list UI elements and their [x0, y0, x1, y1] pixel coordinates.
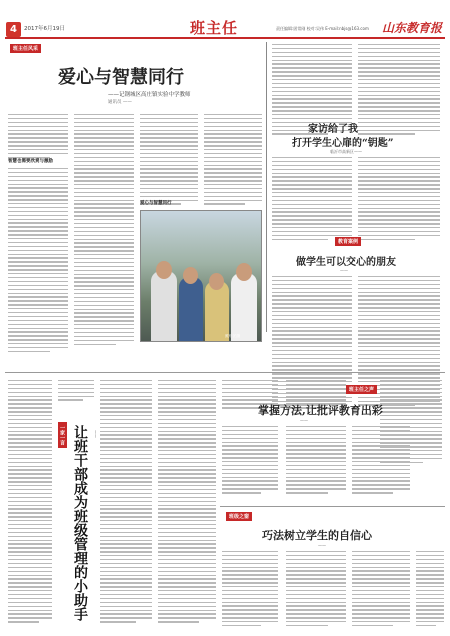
article4-text-col3: [100, 380, 152, 623]
issue-date: 2017年6月19日: [24, 26, 65, 32]
article6-text-col2: [286, 551, 346, 626]
article2-text-col2: [358, 157, 440, 240]
article5-title: 掌握方法,让批评教育出彩: [258, 404, 383, 417]
article5-text-col1: [222, 426, 278, 494]
article6-text-col4: [416, 551, 444, 626]
article5-column-tag: 班主任之声: [346, 385, 377, 394]
article1-subtitle: ——记钢城区高庄镇实验中学教师: [108, 92, 191, 98]
article2-intro-col2: [358, 44, 440, 135]
article4-text-col2a: [58, 380, 94, 401]
article1-subheading2: 爱心与智慧同行: [140, 201, 172, 206]
article1-text-col1b: [8, 168, 68, 352]
article4-text-col1: [8, 380, 52, 623]
article2-text-col1: [272, 157, 352, 240]
article1-byline: 通讯员 ——: [108, 100, 132, 105]
article1-photo: [140, 210, 262, 342]
article2-title-line1: 家访给了我: [308, 124, 358, 135]
article6-title: 巧法树立学生的自信心: [262, 529, 372, 542]
page-number: 4: [6, 22, 21, 37]
article4-text-col4: [158, 380, 216, 623]
article1-text-col3: [140, 114, 198, 205]
article3-byline: ——: [340, 268, 348, 273]
article4-title: 让班干部成为班级管理的小助手: [72, 425, 88, 621]
section-separator: [5, 372, 445, 373]
section-name: 班主任: [190, 19, 239, 37]
article6-separator: [220, 506, 445, 507]
article5-text-col2: [286, 426, 346, 494]
article2-byline: 临沂市高新区——: [330, 149, 362, 154]
newspaper-logo: 山东教育报: [382, 21, 443, 35]
article6-column-tag: 班级之窗: [226, 512, 252, 521]
article3-title: 做学生可以交心的朋友: [296, 257, 396, 268]
article6-byline: ——: [318, 543, 326, 548]
article5-text-col3: [352, 426, 410, 494]
article1-text-col2: [74, 114, 134, 345]
article4-column-tag: 一家一言: [58, 422, 67, 448]
article6-text-col3: [352, 551, 410, 626]
editor-info: 责任编辑:匿常刚 校对:吴伟 E-mail:nbjs@163.com: [276, 26, 369, 31]
article1-text-col1: [8, 114, 68, 158]
article1-column-tag: 班主任风采: [10, 44, 41, 53]
article2-title-line2: 打开学生心扉的“钥匙”: [292, 138, 394, 149]
article3-column-tag: 教育案例: [335, 237, 361, 246]
article1-title: 爱心与智慧同行: [58, 67, 184, 88]
header-rule: [5, 37, 445, 39]
column-divider: [266, 42, 267, 332]
article1-text-col4: [204, 114, 262, 205]
article6-text-col1: [222, 551, 278, 626]
article4-byline: ——: [93, 430, 98, 438]
article1-subheading1: 智慧也需要欣赏与激励: [8, 159, 53, 164]
article5-byline: ——: [300, 418, 308, 423]
photo-caption: 照片 拍摄: [225, 334, 241, 338]
